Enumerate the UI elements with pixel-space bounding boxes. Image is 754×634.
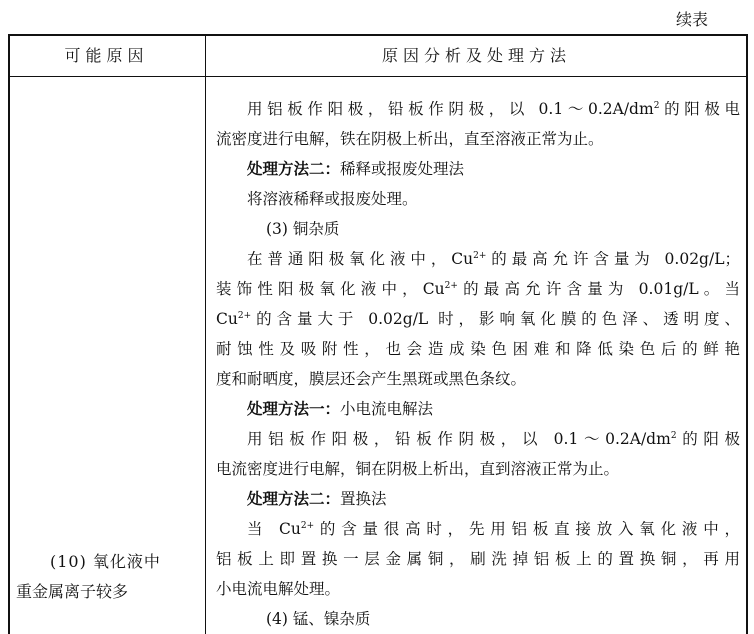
text-line: 度和耐晒度，膜层还会产生黑斑或黑色条纹。 — [216, 370, 527, 388]
text-line: 用铝板作阳极，铅板作阴极，以 $0.1\sim 0.2A/dm^2$的阳极 — [247, 430, 740, 448]
continued-label: 续表 — [675, 10, 708, 29]
cause-line-1: (10) 氧化液中 — [50, 552, 161, 571]
method-heading: 处理方法二：稀释或报废处理法 — [247, 159, 465, 178]
text-line: 电流密度进行电解，铜在阴极上析出，直到溶液正常为止。 — [216, 460, 620, 478]
text-line: 耐蚀性及吸附性，也会造成染色困难和降低染色后的鲜艳 — [216, 340, 740, 358]
analysis-cell — [216, 94, 740, 634]
text-line: 铝板上即置换一层金属铜，刷洗掉铝板上的置换铜，再用 — [216, 550, 740, 568]
text-line: 在普通阳极氧化液中，$Cu^{2+}$的最高允许含量为 0.02g/L； — [247, 250, 740, 268]
method-heading: 处理方法二：置换法 — [247, 489, 387, 508]
method-heading: 处理方法一：小电流电解法 — [247, 399, 434, 418]
column-divider — [205, 34, 206, 634]
header-divider — [8, 76, 748, 77]
text-line: 当 $Cu^{2+}$的含量很高时，先用铝板直接放入氧化液中， — [247, 520, 740, 538]
text-line: 用铝板作阳极，铅板作阴极，以 $0.1\sim 0.2A/dm^2$的阳极电 — [247, 100, 740, 118]
text-line: 流密度进行电解，铁在阴极上析出，直至溶液正常为止。 — [216, 130, 604, 148]
cause-line-2: 重金属离子较多 — [16, 582, 129, 601]
header-possible-cause: 可能原因 — [64, 46, 149, 65]
text-line: 小电流电解处理。 — [216, 580, 341, 598]
cause-cell — [16, 547, 198, 607]
text-line: 装饰性阳极氧化液中，$Cu^{2+}$的最高允许含量为 0.01g/L。当 — [216, 280, 740, 298]
text-line: $Cu^{2+}$的含量大于 0.02g/L 时，影响氧化膜的色泽、透明度、 — [216, 310, 740, 328]
subsection-heading: (3) 铜杂质 — [266, 220, 340, 238]
subsection-heading: (4) 锰、镍杂质 — [266, 610, 371, 628]
text-line: 将溶液稀释或报废处理。 — [247, 190, 418, 208]
header-analysis-method: 原因分析及处理方法 — [381, 46, 571, 65]
